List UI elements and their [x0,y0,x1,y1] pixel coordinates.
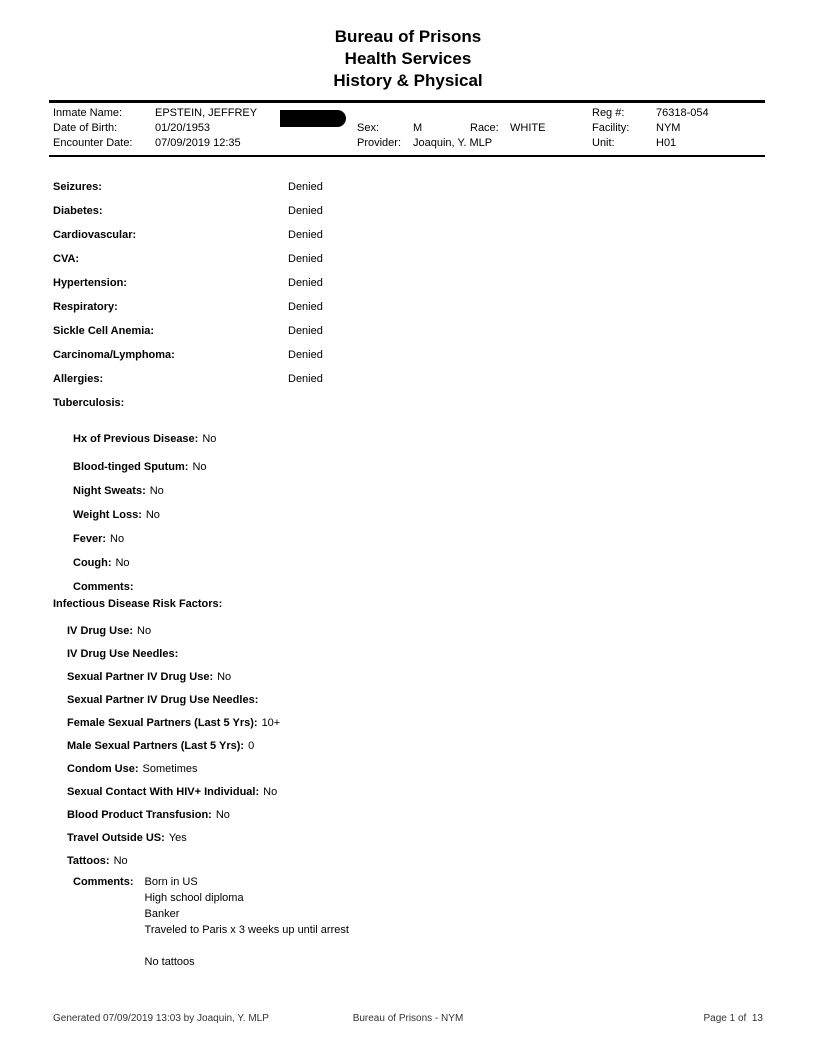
sex-value: M [413,122,423,134]
risk-value: No [113,855,128,867]
dob-label: Date of Birth: [53,122,118,134]
risk-label: Female Sexual Partners (Last 5 Yrs): [67,717,258,729]
history-label: Cardiovascular: [53,229,137,241]
risk-value: Sometimes [142,763,198,775]
tb-value: No [115,557,130,569]
comments-lines [145,874,349,970]
risk-label: IV Drug Use Needles: [67,648,179,660]
risk-row-travel-outside-us [67,827,280,850]
history-row-sickle-cell [53,319,323,343]
history-value: Denied [288,349,323,361]
risk-label: Tattoos: [67,855,110,867]
tb-value: No [192,461,207,473]
history-value: Denied [288,253,323,265]
history-value: Denied [288,301,323,313]
race-value: WHITE [510,122,546,134]
risk-value: No [215,809,230,821]
tb-row-fever [73,527,216,551]
tb-row-blood-tinged-sputum [73,455,216,479]
tb-label: Night Sweats: [73,485,146,497]
footer-page-number: Page 1 of 13 [703,1013,763,1024]
risk-factors-heading: Infectious Disease Risk Factors: [53,598,223,610]
history-row-cardiovascular [53,223,323,247]
history-row-respiratory [53,295,323,319]
footer-generated-text: Generated 07/09/2019 13:03 by Joaquin, Y. MLP [53,1013,269,1024]
history-list [53,175,323,415]
comment-line: Traveled to Paris x 3 weeks up until arrest [144,924,349,936]
unit-label: Unit: [592,137,615,149]
history-row-allergies [53,367,323,391]
risk-row-condom-use [67,758,280,781]
history-row-tuberculosis [53,391,323,415]
risk-value: 0 [248,740,255,752]
risk-row-iv-drug-use [67,620,280,643]
history-label: Tuberculosis: [53,397,125,409]
facility-label: Facility: [592,122,630,134]
reg-label: Reg #: [592,107,625,119]
sex-label: Sex: [357,122,380,134]
title-line-2: Health Services [344,49,472,68]
tb-value: No [110,533,125,545]
history-value: Denied [288,373,323,385]
tb-label: Hx of Previous Disease: [73,433,199,445]
history-row-cva [53,247,323,271]
document-header [0,26,816,92]
unit-value: H01 [656,137,677,149]
risk-row-partner-iv-drug-use [67,666,280,689]
risk-label: IV Drug Use: [67,625,134,637]
history-label: Allergies: [53,373,104,385]
comment-line: Banker [144,908,180,920]
encounter-date-label: Encounter Date: [53,137,133,149]
patient-info-block [49,100,765,157]
race-label: Race: [470,122,499,134]
risk-value: No [137,625,152,637]
tb-label: Weight Loss: [73,509,142,521]
tb-row-weight-loss [73,503,216,527]
tb-value: No [145,509,160,521]
tb-label: Fever: [73,533,107,545]
risk-value: 10+ [261,717,281,729]
risk-label: Male Sexual Partners (Last 5 Yrs): [67,740,245,752]
history-value: Denied [288,229,323,241]
risk-row-tattoos [67,850,280,873]
tb-value: No [202,433,217,445]
comment-line: Born in US [144,876,198,888]
risk-row-partner-iv-drug-use-needles [67,689,280,712]
provider-value: Joaquin, Y. MLP [413,137,493,149]
tb-value: No [149,485,164,497]
title-line-3: History & Physical [333,71,483,90]
risk-label: Travel Outside US: [67,832,165,844]
comment-line-blank [145,938,349,954]
comment-line: High school diploma [144,892,244,904]
reg-value: 76318-054 [656,107,709,119]
history-label: Hypertension: [53,277,127,289]
history-value: Denied [288,205,323,217]
history-label: Respiratory: [53,301,118,313]
title-line-1: Bureau of Prisons [334,27,482,46]
risk-label: Sexual Partner IV Drug Use Needles: [67,694,259,706]
inmate-name-value: EPSTEIN, JEFFREY [155,107,258,119]
history-value: Denied [288,181,323,193]
risk-label: Condom Use: [67,763,139,775]
provider-label: Provider: [357,137,402,149]
comments-label: Comments: [73,876,134,888]
risk-row-blood-transfusion [67,804,280,827]
history-value: Denied [288,277,323,289]
risk-factors-section [53,593,280,873]
risk-value: Yes [168,832,187,844]
risk-label: Blood Product Transfusion: [67,809,212,821]
history-label: CVA: [53,253,80,265]
risk-factors-list [53,620,280,873]
tb-label: Cough: [73,557,112,569]
dob-value: 01/20/1953 [155,122,211,134]
risk-comments-block [73,874,349,970]
tuberculosis-list [73,427,216,599]
risk-row-male-partners [67,735,280,758]
history-label: Sickle Cell Anemia: [53,325,155,337]
history-label: Seizures: [53,181,102,193]
risk-value: No [263,786,278,798]
inmate-name-label: Inmate Name: [53,107,123,119]
footer-center-text: Bureau of Prisons - NYM [352,1013,464,1024]
history-row-diabetes [53,199,323,223]
tb-row-cough [73,551,216,575]
tb-row-hx-previous-disease [73,427,216,451]
history-value: Denied [288,325,323,337]
encounter-date-value: 07/09/2019 12:35 [155,137,241,149]
tb-label: Comments: [73,581,134,593]
risk-row-hiv-contact [67,781,280,804]
risk-label: Sexual Partner IV Drug Use: [67,671,214,683]
history-row-seizures [53,175,323,199]
history-label: Diabetes: [53,205,103,217]
risk-label: Sexual Contact With HIV+ Individual: [67,786,260,798]
risk-row-iv-drug-use-needles [67,643,280,666]
history-row-carcinoma [53,343,323,367]
page-footer [0,1013,816,1027]
facility-value: NYM [656,122,681,134]
risk-row-female-partners [67,712,280,735]
comment-line: No tattoos [144,956,195,968]
tb-row-night-sweats [73,479,216,503]
tb-label: Blood-tinged Sputum: [73,461,189,473]
history-row-hypertension [53,271,323,295]
risk-value: No [217,671,232,683]
history-label: Carcinoma/Lymphoma: [53,349,175,361]
